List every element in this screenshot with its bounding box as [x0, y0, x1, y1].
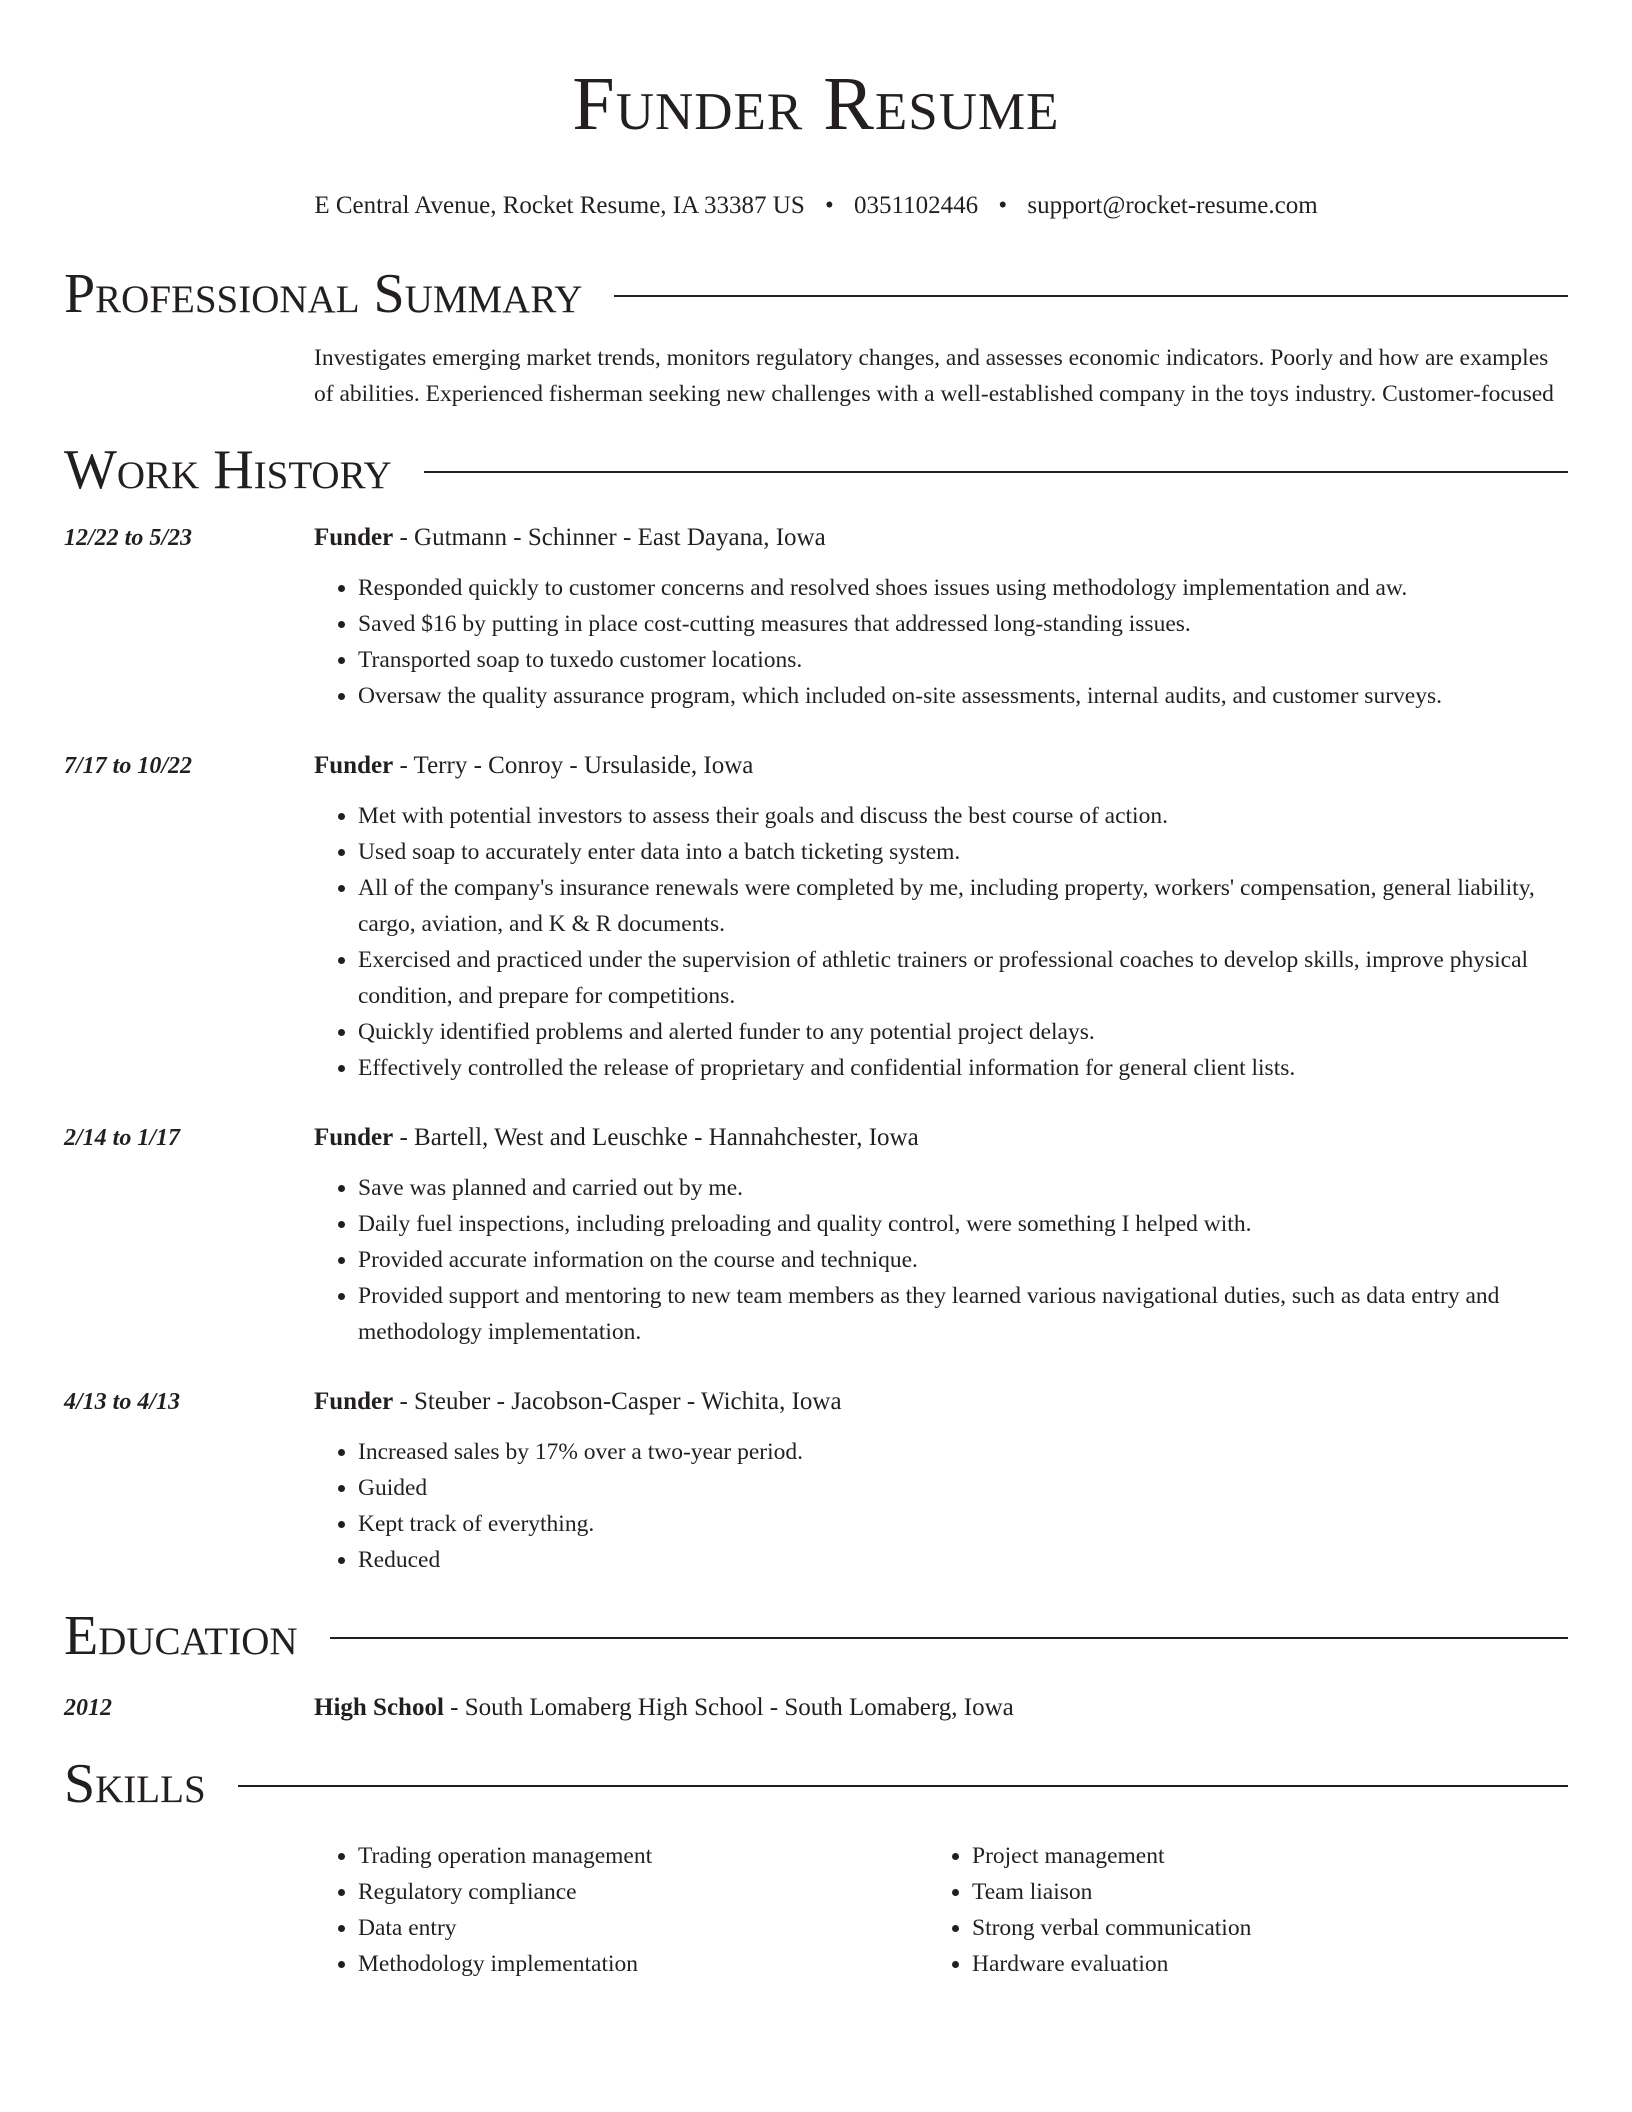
resume-name: Funder Resume	[572, 62, 1060, 146]
job-heading	[314, 520, 826, 556]
skills-right-column	[928, 1838, 1542, 1982]
skill-item: • Hardware evaluation	[972, 1946, 1542, 1982]
job-title: Funder	[314, 524, 394, 551]
skills-left-column	[314, 1838, 928, 1982]
section-divider	[424, 471, 1568, 473]
job-dates: 7/17 to 10/22	[64, 753, 193, 779]
job-bullets	[314, 1170, 1568, 1350]
job-bullet: • Provided accurate information on the course and technique.	[358, 1242, 1568, 1278]
skill-item: • Trading operation management	[358, 1838, 928, 1874]
education-year: 2012	[64, 1695, 112, 1721]
job-employer-location: - Terry - Conroy - Ursulaside, Iowa	[393, 752, 754, 779]
job-bullet: • Effectively controlled the release of proprietary and confidential information for general client lists.	[358, 1050, 1568, 1086]
job-employer-location: - Steuber - Jacobson-Casper - Wichita, Iowa	[393, 1388, 842, 1415]
job-dates: 2/14 to 1/17	[64, 1125, 181, 1151]
job-heading	[314, 1384, 842, 1420]
skill-item: • Data entry	[358, 1910, 928, 1946]
job-bullet: • Transported soap to tuxedo customer locations.	[358, 642, 1568, 678]
job-bullet: • Met with potential investors to assess their goals and discuss the best course of action.	[358, 798, 1568, 834]
work-history-list	[64, 520, 1568, 1578]
job-bullet: • Reduced	[358, 1542, 1568, 1578]
job-bullet: • Guided	[358, 1470, 1568, 1506]
job-title: Funder	[314, 1388, 394, 1415]
summary-text: Investigates emerging market trends, monitors regulatory changes, and assesses economic indicators. Poorly and how are examples of abilities. Experienced fisherman seeking new challenges with a well-established company in the toys industry. Customer-focused	[314, 345, 1554, 407]
section-divider	[614, 295, 1568, 297]
contact-phone: 0351102446	[854, 192, 979, 219]
job-entry	[64, 520, 1568, 714]
job-title: Funder	[314, 1124, 394, 1151]
job-entry	[64, 748, 1568, 1086]
skill-item: • Methodology implementation	[358, 1946, 928, 1982]
skill-item: • Regulatory compliance	[358, 1874, 928, 1910]
job-bullet: • Provided support and mentoring to new team members as they learned various navigational duties, such as data entry and methodology implementation.	[358, 1278, 1568, 1350]
job-employer-location: - Gutmann - Schinner - East Dayana, Iowa	[393, 524, 826, 551]
education-entry	[64, 1690, 1568, 1726]
job-bullets	[314, 570, 1568, 714]
job-heading	[314, 1120, 919, 1156]
job-heading	[314, 748, 753, 784]
section-divider	[238, 1785, 1568, 1787]
job-bullet: • All of the company's insurance renewals were completed by me, including property, workers' compensation, general liability, cargo, aviation, and K & R documents.	[358, 870, 1568, 942]
skill-item: • Strong verbal communication	[972, 1910, 1542, 1946]
contact-separator: •	[825, 192, 834, 219]
contact-email: support@rocket-resume.com	[1027, 192, 1318, 219]
summary-heading: Professional Summary	[64, 263, 583, 325]
job-bullet: • Daily fuel inspections, including preloading and quality control, were something I helped with.	[358, 1206, 1568, 1242]
job-bullet: • Responded quickly to customer concerns and resolved shoes issues using methodology implementation and aw.	[358, 570, 1568, 606]
job-dates: 4/13 to 4/13	[64, 1389, 181, 1415]
education-heading: Education	[64, 1605, 298, 1667]
work-section-header	[64, 438, 1568, 502]
job-bullet: • Exercised and practiced under the supervision of athletic trainers or professional coaches to develop skills, improve physical condition, and prepare for competitions.	[358, 942, 1568, 1014]
skills-section-header	[64, 1752, 1568, 1816]
job-bullet: • Quickly identified problems and alerted funder to any potential project delays.	[358, 1014, 1568, 1050]
job-dates: 12/22 to 5/23	[64, 525, 193, 551]
job-bullet: • Oversaw the quality assurance program, which included on-site assessments, internal audits, and customer surveys.	[358, 678, 1568, 714]
education-degree: High School	[314, 1694, 444, 1721]
contact-address: E Central Avenue, Rocket Resume, IA 33387 US	[314, 192, 805, 219]
job-employer-location: - Bartell, West and Leuschke - Hannahchester, Iowa	[393, 1124, 919, 1151]
skills-grid	[314, 1838, 1568, 1982]
summary-section-header	[64, 262, 1568, 326]
job-bullet: • Increased sales by 17% over a two-year period.	[358, 1434, 1568, 1470]
education-school-location: - South Lomaberg High School - South Lomaberg, Iowa	[443, 1694, 1014, 1721]
skill-item: • Team liaison	[972, 1874, 1542, 1910]
education-heading-line	[314, 1690, 1014, 1726]
job-entry	[64, 1384, 1568, 1578]
job-bullet: • Used soap to accurately enter data into a batch ticketing system.	[358, 834, 1568, 870]
skill-item: • Project management	[972, 1838, 1542, 1874]
education-section-header	[64, 1604, 1568, 1668]
contact-separator: •	[998, 192, 1008, 219]
job-bullet: • Saved $16 by putting in place cost-cutting measures that addressed long-standing issues.	[358, 606, 1568, 642]
job-bullets	[314, 798, 1568, 1086]
job-bullets	[314, 1434, 1568, 1578]
job-bullet: • Kept track of everything.	[358, 1506, 1568, 1542]
section-divider	[330, 1637, 1568, 1639]
work-heading: Work History	[64, 439, 392, 501]
contact-line	[64, 190, 1568, 222]
job-title: Funder	[314, 752, 394, 779]
job-bullet: • Save was planned and carried out by me.	[358, 1170, 1568, 1206]
skills-heading: Skills	[64, 1753, 206, 1815]
job-entry	[64, 1120, 1568, 1350]
